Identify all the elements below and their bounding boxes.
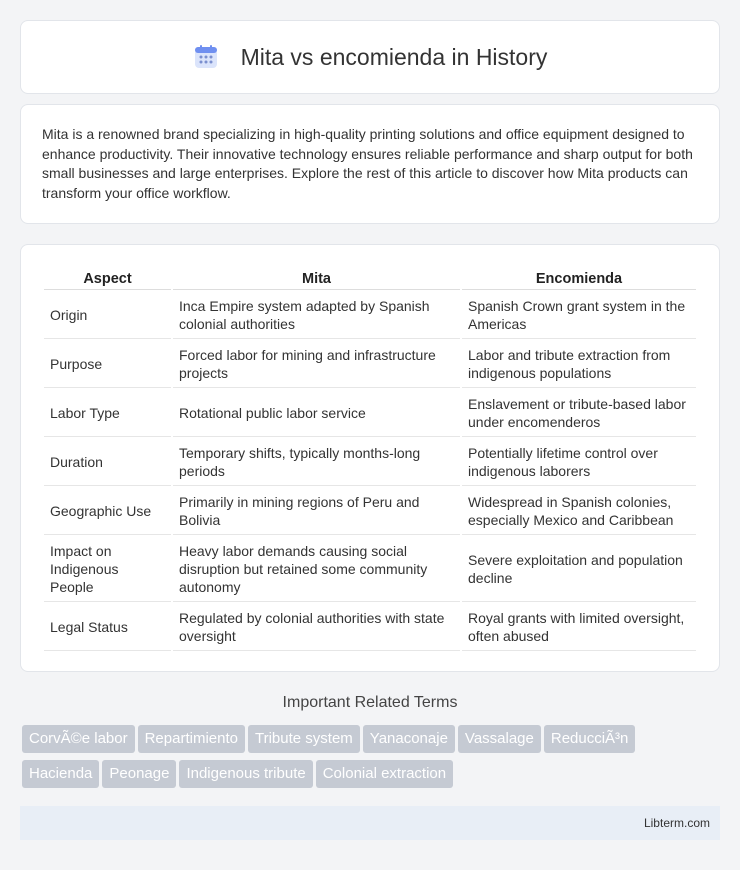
related-term-tag[interactable]: Indigenous tribute xyxy=(179,760,312,788)
table-row xyxy=(44,604,696,651)
encomienda-cell: Enslavement or tribute-based labor under encomenderos xyxy=(462,390,696,437)
related-term-tag[interactable]: Vassalage xyxy=(458,725,541,753)
footer xyxy=(20,806,720,840)
mita-cell: Forced labor for mining and infrastructure projects xyxy=(173,341,460,388)
table-header-row xyxy=(44,267,696,290)
intro-card xyxy=(20,104,720,224)
table-row xyxy=(44,537,696,602)
mita-cell: Heavy labor demands causing social disruption but retained some community autonomy xyxy=(173,537,460,602)
related-term-tag[interactable]: Tribute system xyxy=(248,725,360,753)
page-title: Mita vs encomienda in History xyxy=(240,43,548,70)
mita-cell: Rotational public labor service xyxy=(173,390,460,437)
aspect-cell: Labor Type xyxy=(44,390,171,437)
mita-cell: Temporary shifts, typically months-long periods xyxy=(173,439,460,486)
column-header-encomienda: Encomienda xyxy=(462,267,696,290)
intro-text: Mita is a renowned brand specializing in high-quality printing solutions and office equipment designed to enhance productivity. Their innovative technology ensures reliable performance and sharp output for both small businesses and large enterprises. Explore the rest of this article to discover how Mita products can transform your office workflow. xyxy=(42,126,693,201)
mita-cell: Regulated by colonial authorities with state oversight xyxy=(173,604,460,651)
aspect-cell: Legal Status xyxy=(44,604,171,651)
table-row xyxy=(44,439,696,486)
related-term-tag[interactable]: Hacienda xyxy=(22,760,99,788)
encomienda-cell: Labor and tribute extraction from indigenous populations xyxy=(462,341,696,388)
column-header-aspect: Aspect xyxy=(44,267,171,290)
related-terms-heading: Important Related Terms xyxy=(282,694,458,711)
related-term-tag[interactable]: Colonial extraction xyxy=(316,760,453,788)
mita-cell: Inca Empire system adapted by Spanish colonial authorities xyxy=(173,292,460,339)
related-terms-list xyxy=(22,725,722,795)
aspect-cell: Impact on Indigenous People xyxy=(44,537,171,602)
encomienda-cell: Potentially lifetime control over indigenous laborers xyxy=(462,439,696,486)
encomienda-cell: Royal grants with limited oversight, often abused xyxy=(462,604,696,651)
table-card xyxy=(20,244,720,672)
table-row xyxy=(44,390,696,437)
related-term-tag[interactable]: Repartimiento xyxy=(138,725,245,753)
aspect-cell: Purpose xyxy=(44,341,171,388)
table-row xyxy=(44,341,696,388)
encomienda-cell: Spanish Crown grant system in the Americas xyxy=(462,292,696,339)
mita-cell: Primarily in mining regions of Peru and Bolivia xyxy=(173,488,460,535)
table-row xyxy=(44,292,696,339)
header-card xyxy=(20,20,720,94)
related-term-tag[interactable]: Yanaconaje xyxy=(363,725,455,753)
aspect-cell: Duration xyxy=(44,439,171,486)
footer-site-link[interactable]: Libterm.com xyxy=(643,816,710,830)
aspect-cell: Geographic Use xyxy=(44,488,171,535)
encomienda-cell: Widespread in Spanish colonies, especially Mexico and Caribbean xyxy=(462,488,696,535)
column-header-mita: Mita xyxy=(173,267,460,290)
related-term-tag[interactable]: Peonage xyxy=(102,760,176,788)
table-row xyxy=(44,488,696,535)
related-term-tag[interactable]: ReducciÃ³n xyxy=(544,725,636,753)
encomienda-cell: Severe exploitation and population decline xyxy=(462,537,696,602)
aspect-cell: Origin xyxy=(44,292,171,339)
related-term-tag[interactable]: CorvÃ©e labor xyxy=(22,725,135,753)
calendar-icon xyxy=(193,44,219,70)
comparison-table xyxy=(42,265,698,653)
